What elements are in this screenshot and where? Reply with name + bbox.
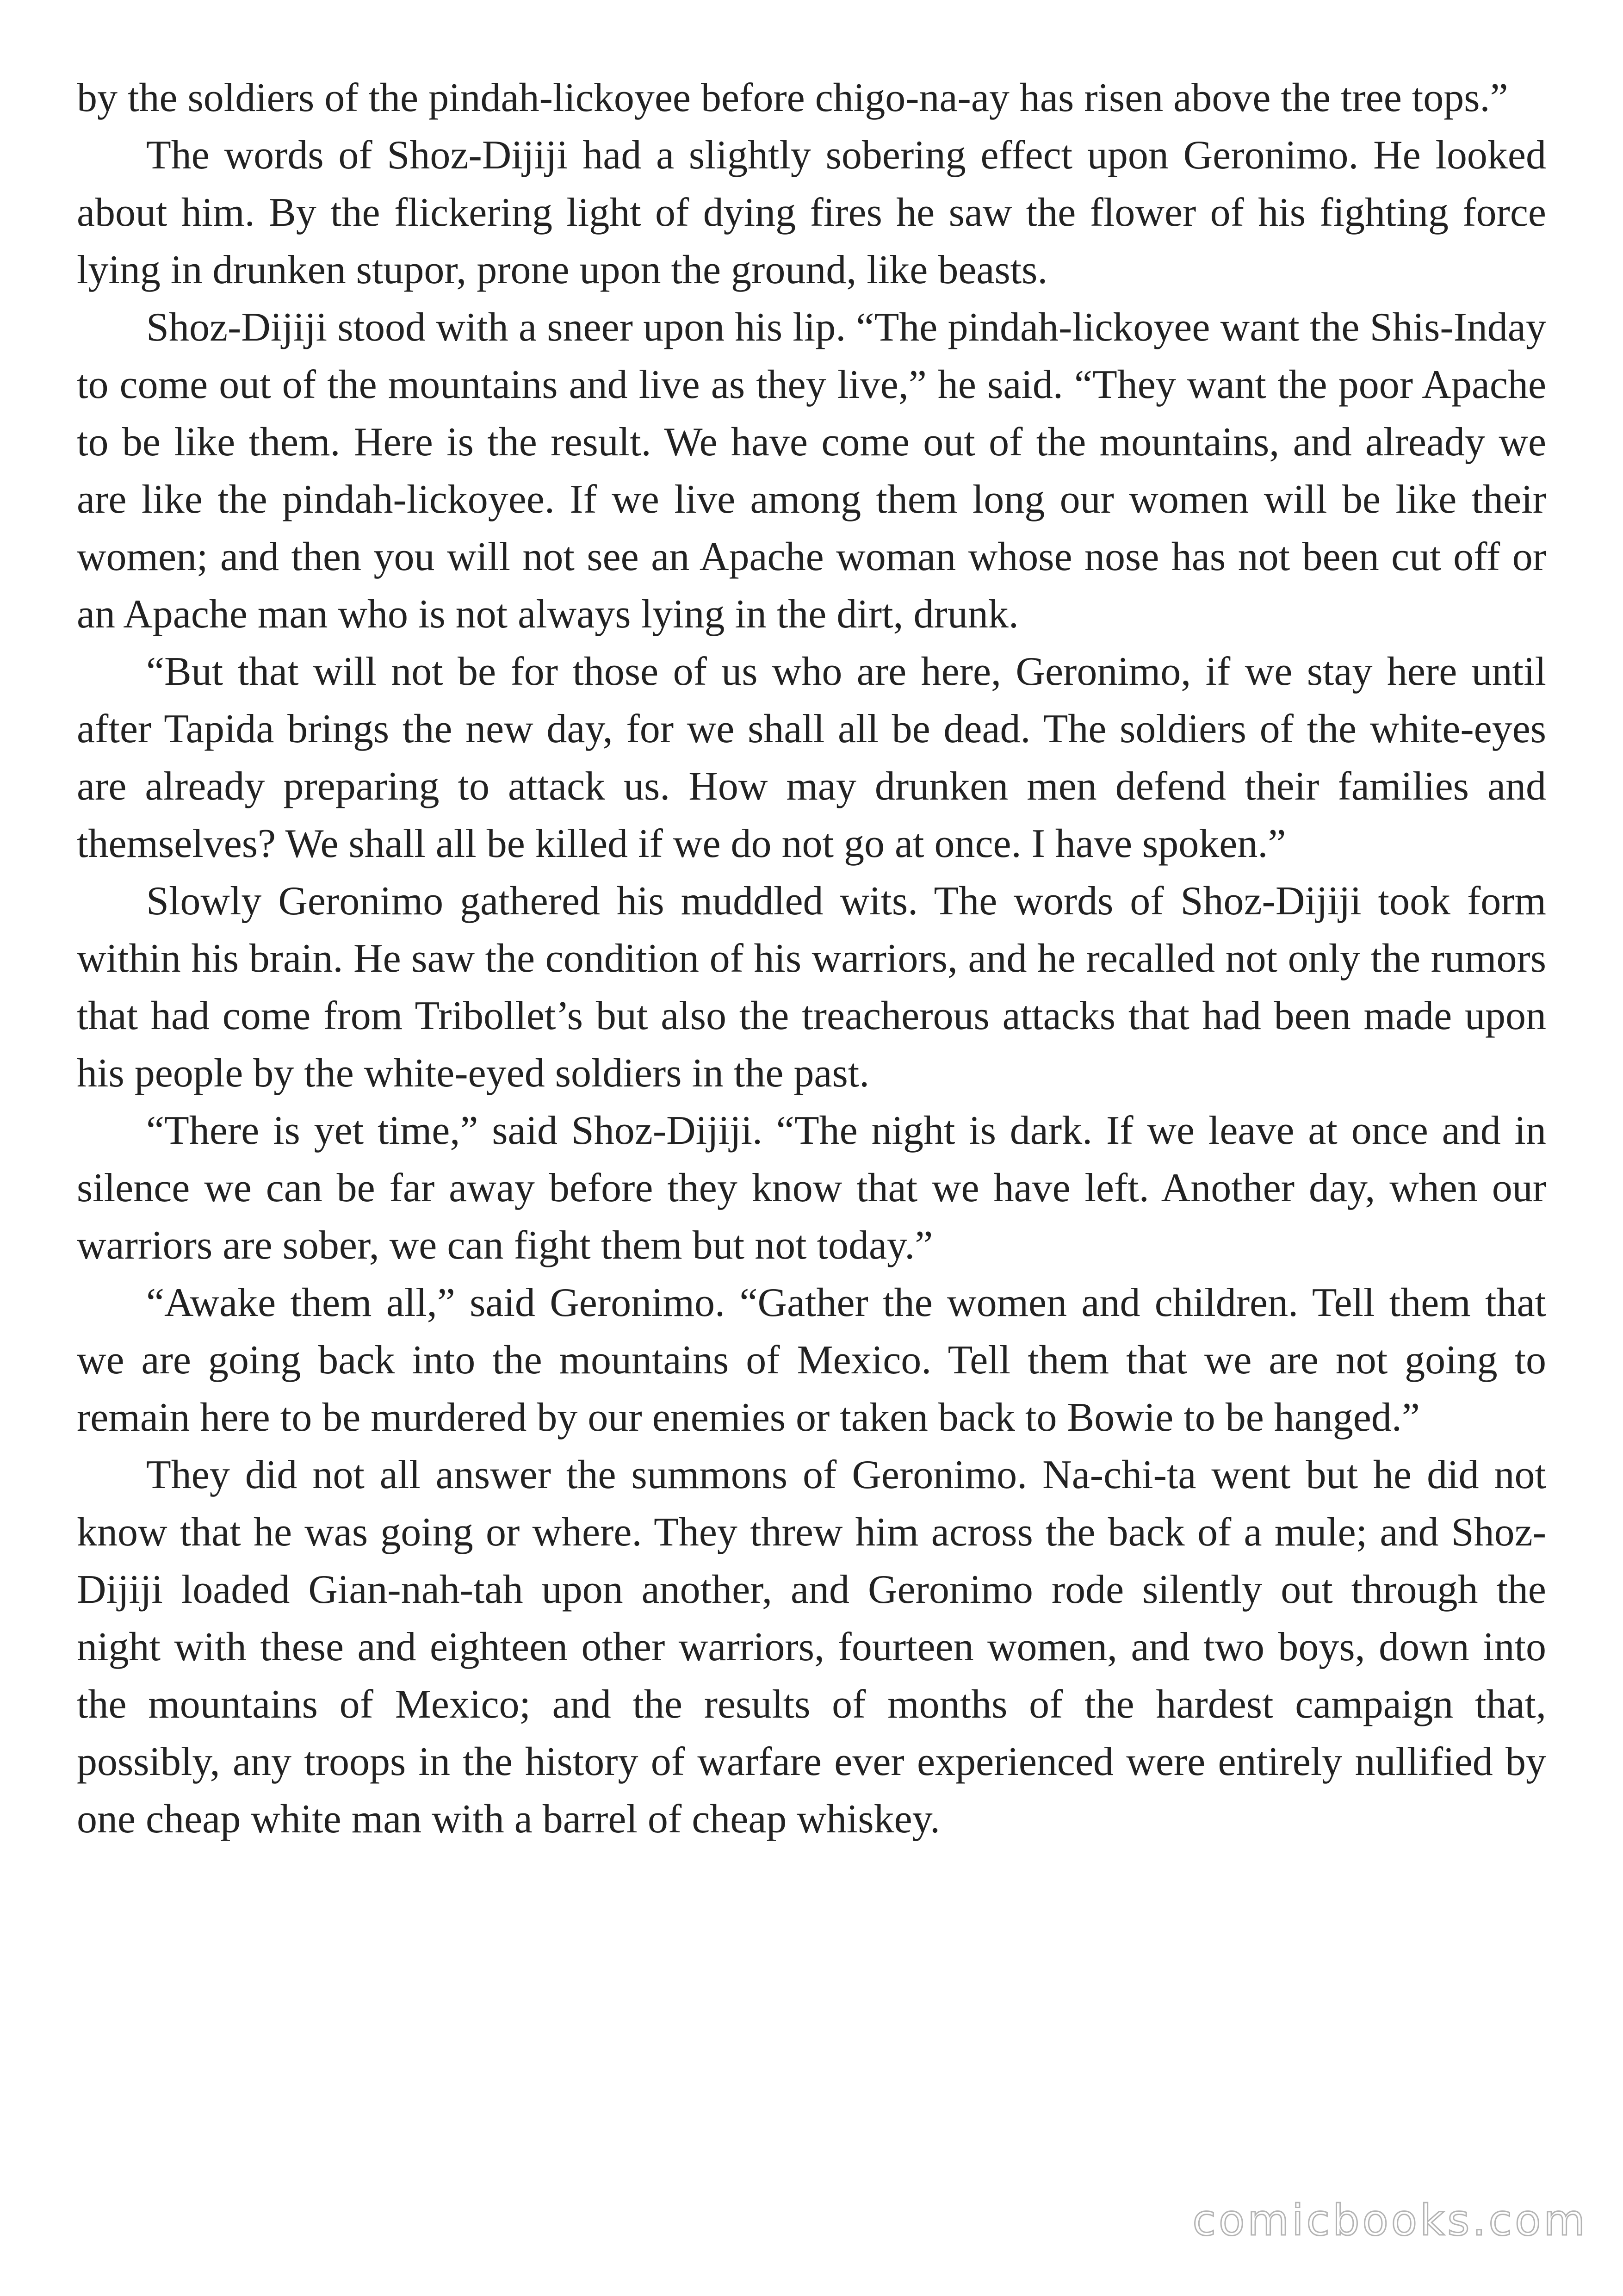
paragraph: They did not all answer the summons of Geronimo. Na-chi-ta went but he did not know that he was going or where. They threw him across the back of a mule; and Shoz-Dijiji loaded Gian-nah-tah upon another, and Geronimo rode silently out through the night with these and eighteen other warriors, fourteen women, and two boys, down into the mountains of Mexico; and the results of months of the hardest campaign that, possibly, any troops in the history of warfare ever experienced were entirely nullified by one cheap white man with a barrel of cheap whiskey. xyxy=(77,1452,1546,1842)
paragraph: Slowly Geronimo gathered his muddled wits. The words of Shoz-Dijiji took form within his brain. He saw the condition of his warriors, and he recalled not only the rumors that had come from Tribollet’s but also the treacherous attacks that had been made upon his people by the white-eyed soldiers in the past. xyxy=(77,879,1546,1096)
paragraph-continued: by the soldiers of the pindah-lickoyee before chigo-na-ay has risen above the tree tops.” xyxy=(77,75,1508,120)
paragraph: “There is yet time,” said Shoz-Dijiji. “The night is dark. If we leave at once and in silence we can be far away before they know that we have left. Another day, when our warriors are sober, we can fight them but not today.” xyxy=(77,1108,1546,1268)
paragraph: “But that will not be for those of us who are here, Geronimo, if we stay here until after Tapida brings the new day, for we shall all be dead. The soldiers of the white-eyes are already preparing to attack us. How may drunken men defend their families and themselves? We shall all be killed if we do not go at once. I have spoken.” xyxy=(77,649,1546,866)
paragraph: The words of Shoz-Dijiji had a slightly sobering effect upon Geronimo. He looked about him. By the flickering light of dying fires he saw the flower of his fighting force lying in drunken stupor, prone upon the ground, like beasts. xyxy=(77,133,1546,292)
paragraph: Shoz-Dijiji stood with a sneer upon his lip. “The pindah-lickoyee want the Shis-Inday to come out of the mountains and live as they live,” he said. “They want the poor Apache to be like them. Here is the result. We have come out of the mountains, and already we are like the pindah-lickoyee. If we live among them long our women will be like their women; and then you will not see an Apache woman whose nose has not been cut off or an Apache man who is not always lying in the dirt, drunk. xyxy=(77,305,1546,637)
paragraph: “Awake them all,” said Geronimo. “Gather the women and children. Tell them that we are going back into the mountains of Mexico. Tell them that we are not going to remain here to be murdered by our enemies or taken back to Bowie to be hanged.” xyxy=(77,1280,1546,1440)
page-body xyxy=(77,69,1546,1848)
watermark: comicbooks.com xyxy=(1192,2196,1588,2245)
